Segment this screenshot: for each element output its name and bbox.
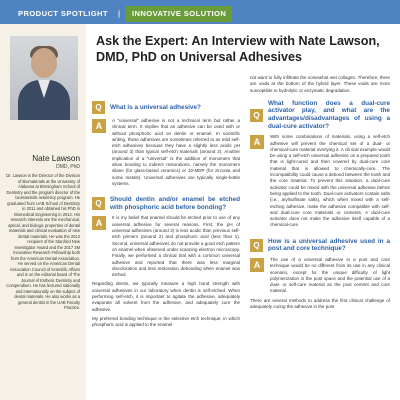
q-badge: Q [250,109,263,122]
a-badge: A [250,258,264,272]
author-bio: Dr. Lawson is the Director of the Division of Biomaterials at the University of Alabama at Birmingham School of Dentistry and the program director of the biomaterials residency program. He graduated from UAB School of Dentistry in 2011 and obtained his PhD in Biomedical Engineering in 2012. His research interests are the mechanical, optical, and biologic properties of dental materials and clinical evaluation of new dental materials. He was the 2012 recipient of the Stanford New Investigator Award and the 2017 3M Innovative Research Fellowship both from the American Dental Association. He served on the American Dental Association Council of Scientific Affairs and is on the editorial board of The Journal of Esthetic Dentistry and Compendium. He has lectured nationally and internationally on the subject of dental materials. He also works as a general dentist in the UAB Faculty Practice. [6,173,80,310]
question-text: Should dentin and/or enamel be etched with phosphoric acid before bonding? [110,196,240,211]
paragraph: My preferred bonding technique is the selective etch technique, in which phosphoric acid is applied to the enamel [92,315,240,328]
innovative-solution-tag: INNOVATIVE SOLUTION [126,6,232,22]
question-1 [92,101,240,114]
question-text: How is a universal adhesive used in a post and core technique? [268,237,390,253]
question-3 [250,100,390,130]
a-badge: A [92,119,106,133]
author-name: Nate Lawson [32,154,80,163]
answer-text: With some combinations of materials, using a self-etch adhesive will prevent the chemical set of a dual- or chemical-cure material overlying it. A clinical example would be using a self-etch universal adhesive on a prepared tooth that is light-cured and then covered by dual-cure core material that is allowed to chemically-cure. The incompatibility could cause a debond between the tooth and the core material. To prevent this situation, a dual-cure activator could be mixed with the universal adhesive before being applied to the tooth. Dual-cure activators contain salts (i.e., arylsulfinate salts), which when mixed with a self-etching adhesive, make the adhesive compatible with self- and dual-cure core materials or cements. A dual-cure activator does not make the adhesive itself capable of a chemical-cure. [270,134,390,228]
answer-text: It is my belief that enamel should be etched prior to use of any universal adhesive for several reasons. First, the pH of universal adhesives (around 3) is less acidic than previous self-etch primers (around 2) and phosphoric acid (less than 1). Second, universal adhesives do not provide a good etch pattern on enamel when observed under scanning electron microscopy. Finally, we performed a clinical trial with a common universal adhesive and reported that there was less marginal discoloration and less restoration debonding when enamel was etched. [112,215,240,278]
answer-4 [250,257,390,298]
left-column [92,95,240,332]
question-text: What is a universal adhesive? [110,103,201,111]
q-badge: Q [92,197,105,210]
answer-2 [92,215,240,281]
paragraph: not want to fully infiltrate the somewhat wet collagen. Therefore, there are voids at the bottom of the hybrid layer. These voids are more susceptible to hydrolytic or enzymatic degradation. [250,75,390,93]
tag-separator: | [118,9,121,18]
question-text: What function does a dual-cure activator play, and what are the advantages/disadvantages of using a dual-cure activator? [268,99,390,130]
a-badge: A [250,135,264,149]
answer-text: The use of a universal adhesive in a post and core technique would be no different from its use in any clinical scenario, except for the unique difficulty of light polymerization in the post space and the potential use of a dual- or self-cure material as the post cement and core material. [270,256,390,294]
right-column [250,75,390,313]
product-spotlight-tag: PRODUCT SPOTLIGHT [8,6,118,22]
paragraph: There are several methods to address the first clinical challenge of adequately curing the adhesive in the post [250,297,390,309]
answer-text: A "universal" adhesive is not a technical term but rather a clinical term. It implies that an adhesive can be used with or without phosphoric acid on dentin or enamel. In scientific writing, these adhesives are sometimes referred to as mild self-etch adhesives because they have a slightly less acidic pH (around 3) than typical self-etch materials (around 2). Another implication of a "universal" is the addition of monomers that allow bonding to indirect restorations, namely the monomers silane (for glass-based ceramics) or 10-MDP (for zirconia and some metals). Universal adhesives are typically single-bottle systems. [112,118,240,186]
q-badge: Q [92,101,105,114]
a-badge: A [92,216,106,230]
paragraph: Regarding dentin, we typically measure a high bond strength with universal adhesives in our laboratory when dentin is self-etched. When performing self-etch, it is important to agitate the adhesive, adequately evaporate all solvent from the adhesive, and adequately cure the adhesive. [92,281,240,312]
article-title: Ask the Expert: An Interview with Nate Lawson, DMD, PhD on Universal Adhesives [96,34,380,64]
answer-3 [250,134,390,231]
q-badge: Q [250,239,263,252]
answer-1 [92,118,240,190]
question-4 [250,238,390,253]
author-credentials: DMD, PhD [56,164,80,170]
question-2 [92,196,240,211]
author-photo [10,36,78,120]
